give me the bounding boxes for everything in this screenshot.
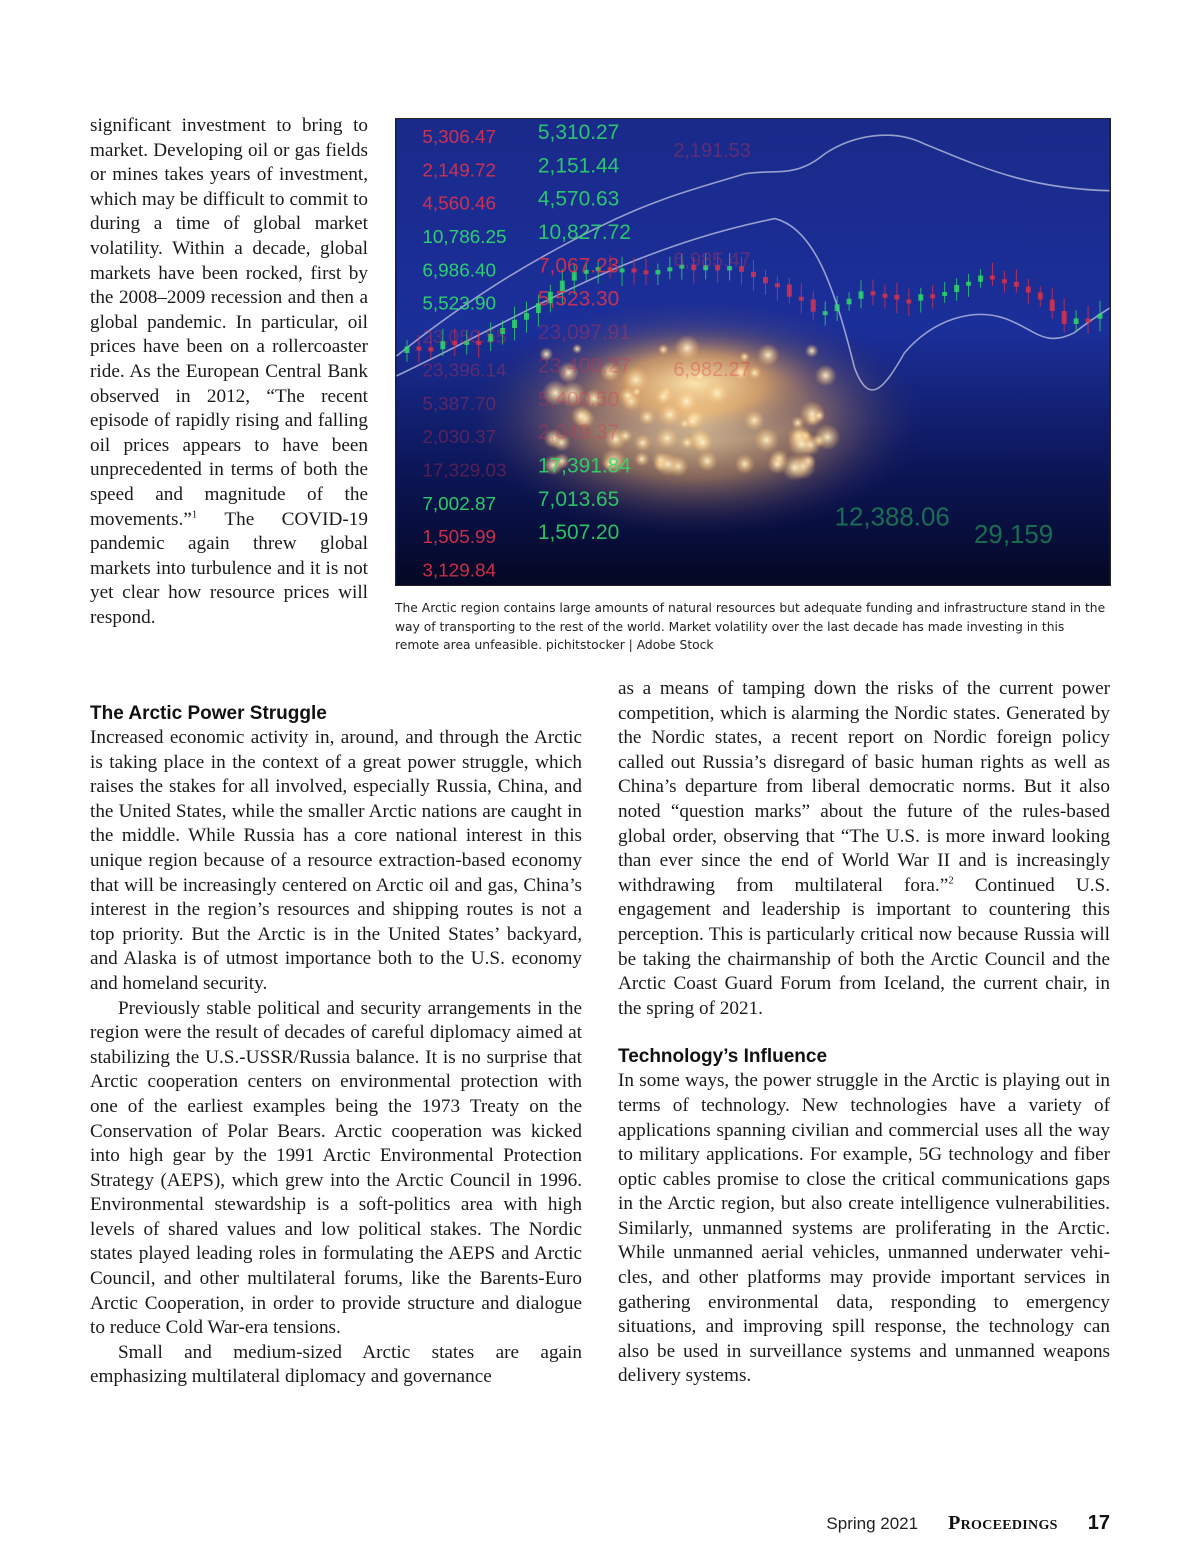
left-column bbox=[90, 702, 582, 1390]
magazine-title: Proceedings bbox=[948, 1512, 1058, 1534]
bokeh-light bbox=[813, 409, 825, 421]
ticker-value-left: 5,387.70 bbox=[422, 393, 497, 415]
bokeh-light bbox=[787, 430, 815, 458]
section-heading-technology: Technology’s Influence bbox=[618, 1046, 828, 1068]
candle-body bbox=[978, 276, 983, 282]
ticker-value-left: 3,129.84 bbox=[422, 560, 497, 582]
bokeh-light bbox=[654, 387, 673, 406]
candle-body bbox=[954, 285, 959, 292]
bokeh-light bbox=[656, 452, 680, 476]
candle-body bbox=[918, 294, 923, 300]
candle-body bbox=[882, 294, 887, 298]
ticker-value-mid: 2,151.44 bbox=[537, 154, 620, 178]
candle-body bbox=[632, 268, 637, 272]
candle-body bbox=[811, 299, 816, 311]
candle-body bbox=[416, 347, 421, 351]
intro-column bbox=[90, 114, 368, 630]
candle-body bbox=[930, 294, 935, 298]
ticker-value-left: 6,986.40 bbox=[422, 260, 497, 282]
footnote-ref-1[interactable]: 1 bbox=[191, 508, 198, 521]
candle-body bbox=[942, 292, 947, 296]
bokeh-light bbox=[744, 410, 765, 431]
ticker-value-left: 1,505.99 bbox=[422, 527, 497, 549]
ticker-value-left: 5,523.90 bbox=[422, 293, 497, 315]
ticker-value-left: 2,030.37 bbox=[422, 427, 497, 449]
stock-market-oil-rig-photo bbox=[395, 118, 1111, 586]
candle-body bbox=[894, 295, 899, 300]
bokeh-light bbox=[814, 424, 841, 451]
bokeh-light bbox=[632, 387, 642, 397]
candle-body bbox=[512, 320, 517, 328]
candle-body bbox=[763, 277, 768, 283]
bokeh-light bbox=[634, 434, 652, 452]
candle-body bbox=[1098, 314, 1103, 319]
candle-body bbox=[1026, 287, 1031, 293]
candle-body bbox=[1086, 318, 1091, 322]
intro-paragraph: significant investment to bring to market. Developing oil or gas fields or mines takes years of investment, which may be difficult to commit to during a time of global market volatility. Within a decade, global markets have been rocked, first by the 2008–2009 recession and then a global pandemic. In particular, oil prices have been on a rollercoaster ride. As the European Central Bank observed in 2012, “The recent episode of rapidly rising and falling oil prices appears to have been unprecedented in terms of both the speed and magnitude of the movements.”$^1$ The COVID-19 pandemic again threw global markets into turbulence and it is not yet clear how resource prices will respond. bbox=[90, 115, 368, 628]
bokeh-light bbox=[754, 427, 779, 452]
bokeh-light bbox=[791, 416, 805, 430]
ticker-value-right-green: 12,388.06 bbox=[834, 503, 950, 532]
ticker-value-left: 17,329.03 bbox=[422, 460, 507, 482]
ticker-value-mid: 5,523.30 bbox=[537, 287, 620, 311]
ticker-value-mid: 2,049.37 bbox=[537, 421, 620, 445]
bokeh-light bbox=[639, 409, 656, 426]
paragraph: Increased economic activity in, around, and through the Arctic is taking place in the context of a great power struggle, which raises the stakes for all involved, especially Russia, China, and the United States, while the smaller Arctic nations are caught in the middle. While Russia has a core national interest in this unique region because of a resource extraction-based economy that will be increasingly centered on Arctic oil and gas, China’s interest in the region’s resources and shipping routes is not a top priority. But the Arctic is in the United States’ backyard, and Alaska is of utmost importance both to the U.S. economy and homeland security. bbox=[90, 727, 582, 994]
candle-body bbox=[1014, 282, 1019, 287]
candle-body bbox=[966, 282, 971, 286]
ticker-value-mid: 17,391.84 bbox=[537, 454, 631, 478]
candle-body bbox=[799, 297, 804, 301]
figure bbox=[395, 118, 1111, 655]
candle-body bbox=[524, 313, 529, 320]
bokeh-light bbox=[572, 344, 582, 354]
candle-body bbox=[990, 276, 995, 280]
page-number: 17 bbox=[1087, 1512, 1110, 1534]
ticker-value-left: 5,306.47 bbox=[422, 126, 497, 148]
candle-body bbox=[404, 347, 409, 353]
paragraph: Previously stable political and security arrangements in the region were the result of decades of careful diplomacy aimed at stabilizing the U.S.-USSR/Russia balance. It is no surprise that Arctic cooperation centers on environmental protection with one of the earliest examples being the 1973 Treaty on the Conservation of Polar Bears. Arctic cooperation was kicked into high gear by the 1991 Arctic Environmental Protection Strategy (AEPS), which grew into the Arctic Council in 1996. Environmental stewardship is a soft-politics area with high levels of shared values and low political stakes. The Nordic states played leading roles in formulating the AEPS and Arctic Council, and other multilateral forums, like the Barents-Euro Arctic Cooperation, in order to provide structure and dialogue to reduce Cold War-era tensions. bbox=[90, 997, 582, 1339]
bokeh-light bbox=[679, 418, 690, 429]
candle-body bbox=[667, 267, 672, 271]
bokeh-light bbox=[767, 454, 787, 474]
page-footer bbox=[826, 1512, 1110, 1535]
right-column bbox=[618, 677, 1110, 1389]
bokeh-light bbox=[674, 335, 700, 361]
candle-body bbox=[1050, 299, 1055, 311]
candle-body bbox=[1038, 293, 1043, 300]
figure-caption: The Arctic region contains large amounts of natural resources but adequate funding and infrastructure stand in the way of transporting to the rest of the world. Market volatility over the last decade has made investing in this remote area unfeasible. pichitstocker | Adobe Stock bbox=[395, 601, 1106, 652]
paragraph: as a means of tamping down the risks of the current power competition, which is alarming the Nordic states. Generated by the Nordic states, a recent report on Nordic foreign policy called out Russia’s disregard of basic human rights as well as China’s departure from liberal democratic norms. But it also noted “question marks” about the future of the rules-based global order, observing that “The U.S. is more inward looking than ever since the end of World War II and is increasingly withdrawing from multilateral fora.”$^2$ Continued U.S. engagement and leadership is important to countering this perception. This is particularly critical now because Russia will be taking the chairmanship of both the Arctic Council and the Arctic Coast Guard Forum from Iceland, the current chair, in the spring of 2021. bbox=[618, 678, 1110, 1019]
paragraph: In some ways, the power struggle in the Arctic is playing out in terms of technology. New technologies have a variety of applications spanning civilian and commercial uses all the way to military applications. For example, 5G technology and fiber optic cables promise to close the critical communications gaps in the Arctic region, but also create intelligence vulnerabilities. Similarly, unmanned systems are proliferating in the Arctic. While unmanned aerial vehicles, unmanned underwater vehicles, and other platforms may provide important services in gathering environmental data, responding to emergency situations, and improving spill response, the technology can also be used in surveillance systems and unmanned weapons delivery systems. bbox=[618, 1070, 1110, 1387]
ticker-value-left: 4,560.46 bbox=[422, 193, 497, 215]
bokeh-light bbox=[815, 364, 837, 386]
bokeh-light bbox=[735, 454, 755, 474]
candle-body bbox=[1062, 311, 1067, 324]
candle-body bbox=[1002, 279, 1007, 283]
candle-body bbox=[870, 291, 875, 295]
ticker-value-right-green: 29,159 bbox=[974, 521, 1054, 550]
candle-body bbox=[1074, 318, 1079, 324]
bokeh-light bbox=[673, 388, 700, 415]
bokeh-light bbox=[704, 380, 730, 406]
ticker-value-right: 6,985.47 bbox=[673, 249, 751, 272]
ticker-value-mid: 7,013.65 bbox=[537, 487, 620, 511]
ticker-value-right: 6,982.27 bbox=[673, 358, 751, 381]
candle-body bbox=[823, 311, 828, 315]
candle-body bbox=[847, 299, 852, 305]
ticker-value-left: 2,149.72 bbox=[422, 160, 497, 182]
candle-body bbox=[787, 284, 792, 296]
footnote-ref-2[interactable]: 2 bbox=[948, 874, 954, 887]
candle-body bbox=[620, 268, 625, 272]
candle-body bbox=[859, 291, 864, 298]
ticker-value-right: 2,191.53 bbox=[673, 139, 751, 162]
bokeh-light bbox=[656, 427, 679, 450]
candle-body bbox=[655, 270, 660, 274]
candle-body bbox=[751, 272, 756, 277]
ticker-value-mid: 23,400.27 bbox=[537, 354, 631, 378]
bokeh-light bbox=[757, 344, 780, 367]
bokeh-light bbox=[618, 429, 632, 443]
section-heading-power-struggle: The Arctic Power Struggle bbox=[90, 703, 327, 724]
candle-body bbox=[643, 270, 648, 274]
candle-body bbox=[775, 283, 780, 287]
ticker-value-left: 10,786.25 bbox=[422, 226, 507, 248]
ticker-value-mid: 23,097.91 bbox=[537, 321, 631, 345]
bokeh-light bbox=[680, 435, 694, 449]
ticker-value-left: 7,002.87 bbox=[422, 493, 497, 515]
bokeh-light bbox=[634, 451, 649, 466]
ticker-value-left: 23,396.14 bbox=[422, 360, 507, 382]
issue-date: Spring 2021 bbox=[826, 1514, 919, 1533]
ticker-value-mid: 7,067.23 bbox=[537, 254, 620, 278]
bokeh-light bbox=[805, 344, 819, 358]
ticker-value-mid: 1,507.20 bbox=[537, 521, 620, 545]
ticker-value-mid: 5,400.50 bbox=[537, 387, 620, 411]
ticker-value-left: 23,050.55 bbox=[422, 327, 507, 349]
bokeh-light bbox=[658, 344, 669, 355]
candle-body bbox=[835, 304, 840, 311]
paragraph: Small and medium-sized Arctic states are again emphasizing multilateral diplomacy and governance bbox=[90, 1341, 582, 1388]
bokeh-light bbox=[692, 432, 713, 453]
ticker-value-mid: 5,310.27 bbox=[537, 120, 620, 144]
bokeh-light bbox=[697, 450, 718, 471]
ticker-value-mid: 4,570.63 bbox=[537, 187, 620, 211]
ticker-value-mid: 10,827.72 bbox=[537, 220, 631, 244]
candle-body bbox=[906, 299, 911, 303]
